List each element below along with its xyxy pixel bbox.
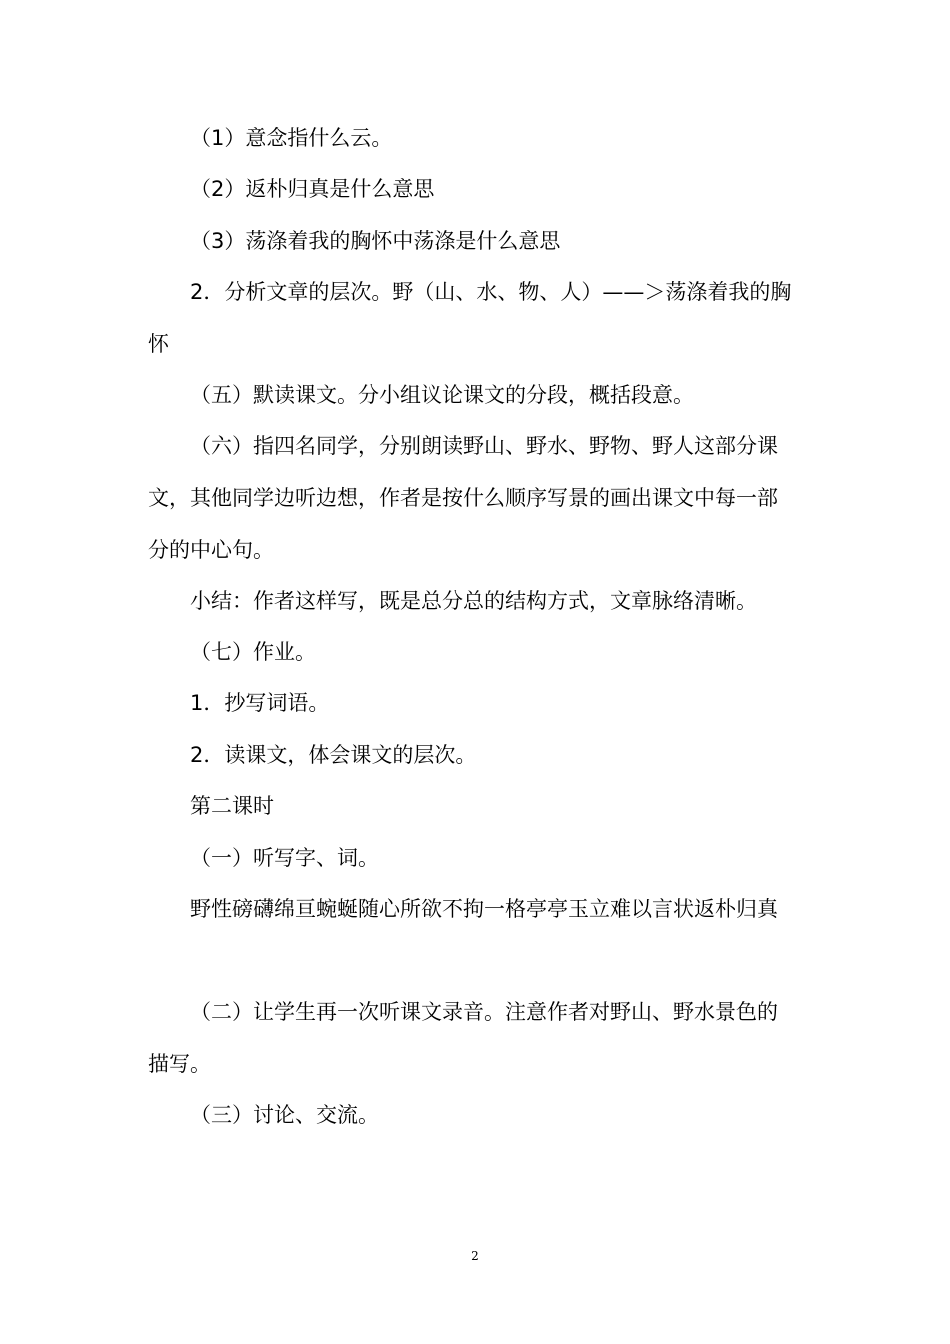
page-number: 2 (471, 1249, 479, 1263)
step-7-homework: （七）作业。 (190, 640, 316, 664)
step-2-listen-recording: （二）让学生再一次听课文录音。注意作者对野山、野水景色的描写。 (148, 1000, 778, 1076)
question-3: （3）荡涤着我的胸怀中荡涤是什么意思 (190, 229, 561, 253)
question-1: （1）意念指什么云。 (190, 126, 393, 150)
step-5-silent-reading: （五）默读课文。分小组议论课文的分段，概括段意。 (190, 383, 694, 407)
section-heading-second-lesson: 第二课时 (190, 794, 274, 818)
step-1-dictation: （一）听写字、词。 (190, 846, 379, 870)
step-6-reading-aloud: （六）指四名同学，分别朗读野山、野水、野物、野人这部分课文，其他同学边听边想，作者是按什么顺序写景的画出课文中每一部分的中心句。 (148, 434, 778, 562)
step-analyze-structure: 2．分析文章的层次。野（山、水、物、人）——＞荡涤着我的胸怀 (148, 280, 792, 356)
summary: 小结：作者这样写，既是总分总的结构方式，文章脉络清晰。 (190, 589, 757, 613)
homework-item-2: 2．读课文，体会课文的层次。 (190, 743, 477, 767)
dictation-words: 野性磅礴绵亘蜿蜒随心所欲不拘一格亭亭玉立难以言状返朴归真 (190, 897, 778, 921)
homework-item-1: 1．抄写词语。 (190, 691, 330, 715)
question-2: （2）返朴归真是什么意思 (190, 177, 435, 201)
step-3-discussion: （三）讨论、交流。 (190, 1103, 379, 1127)
